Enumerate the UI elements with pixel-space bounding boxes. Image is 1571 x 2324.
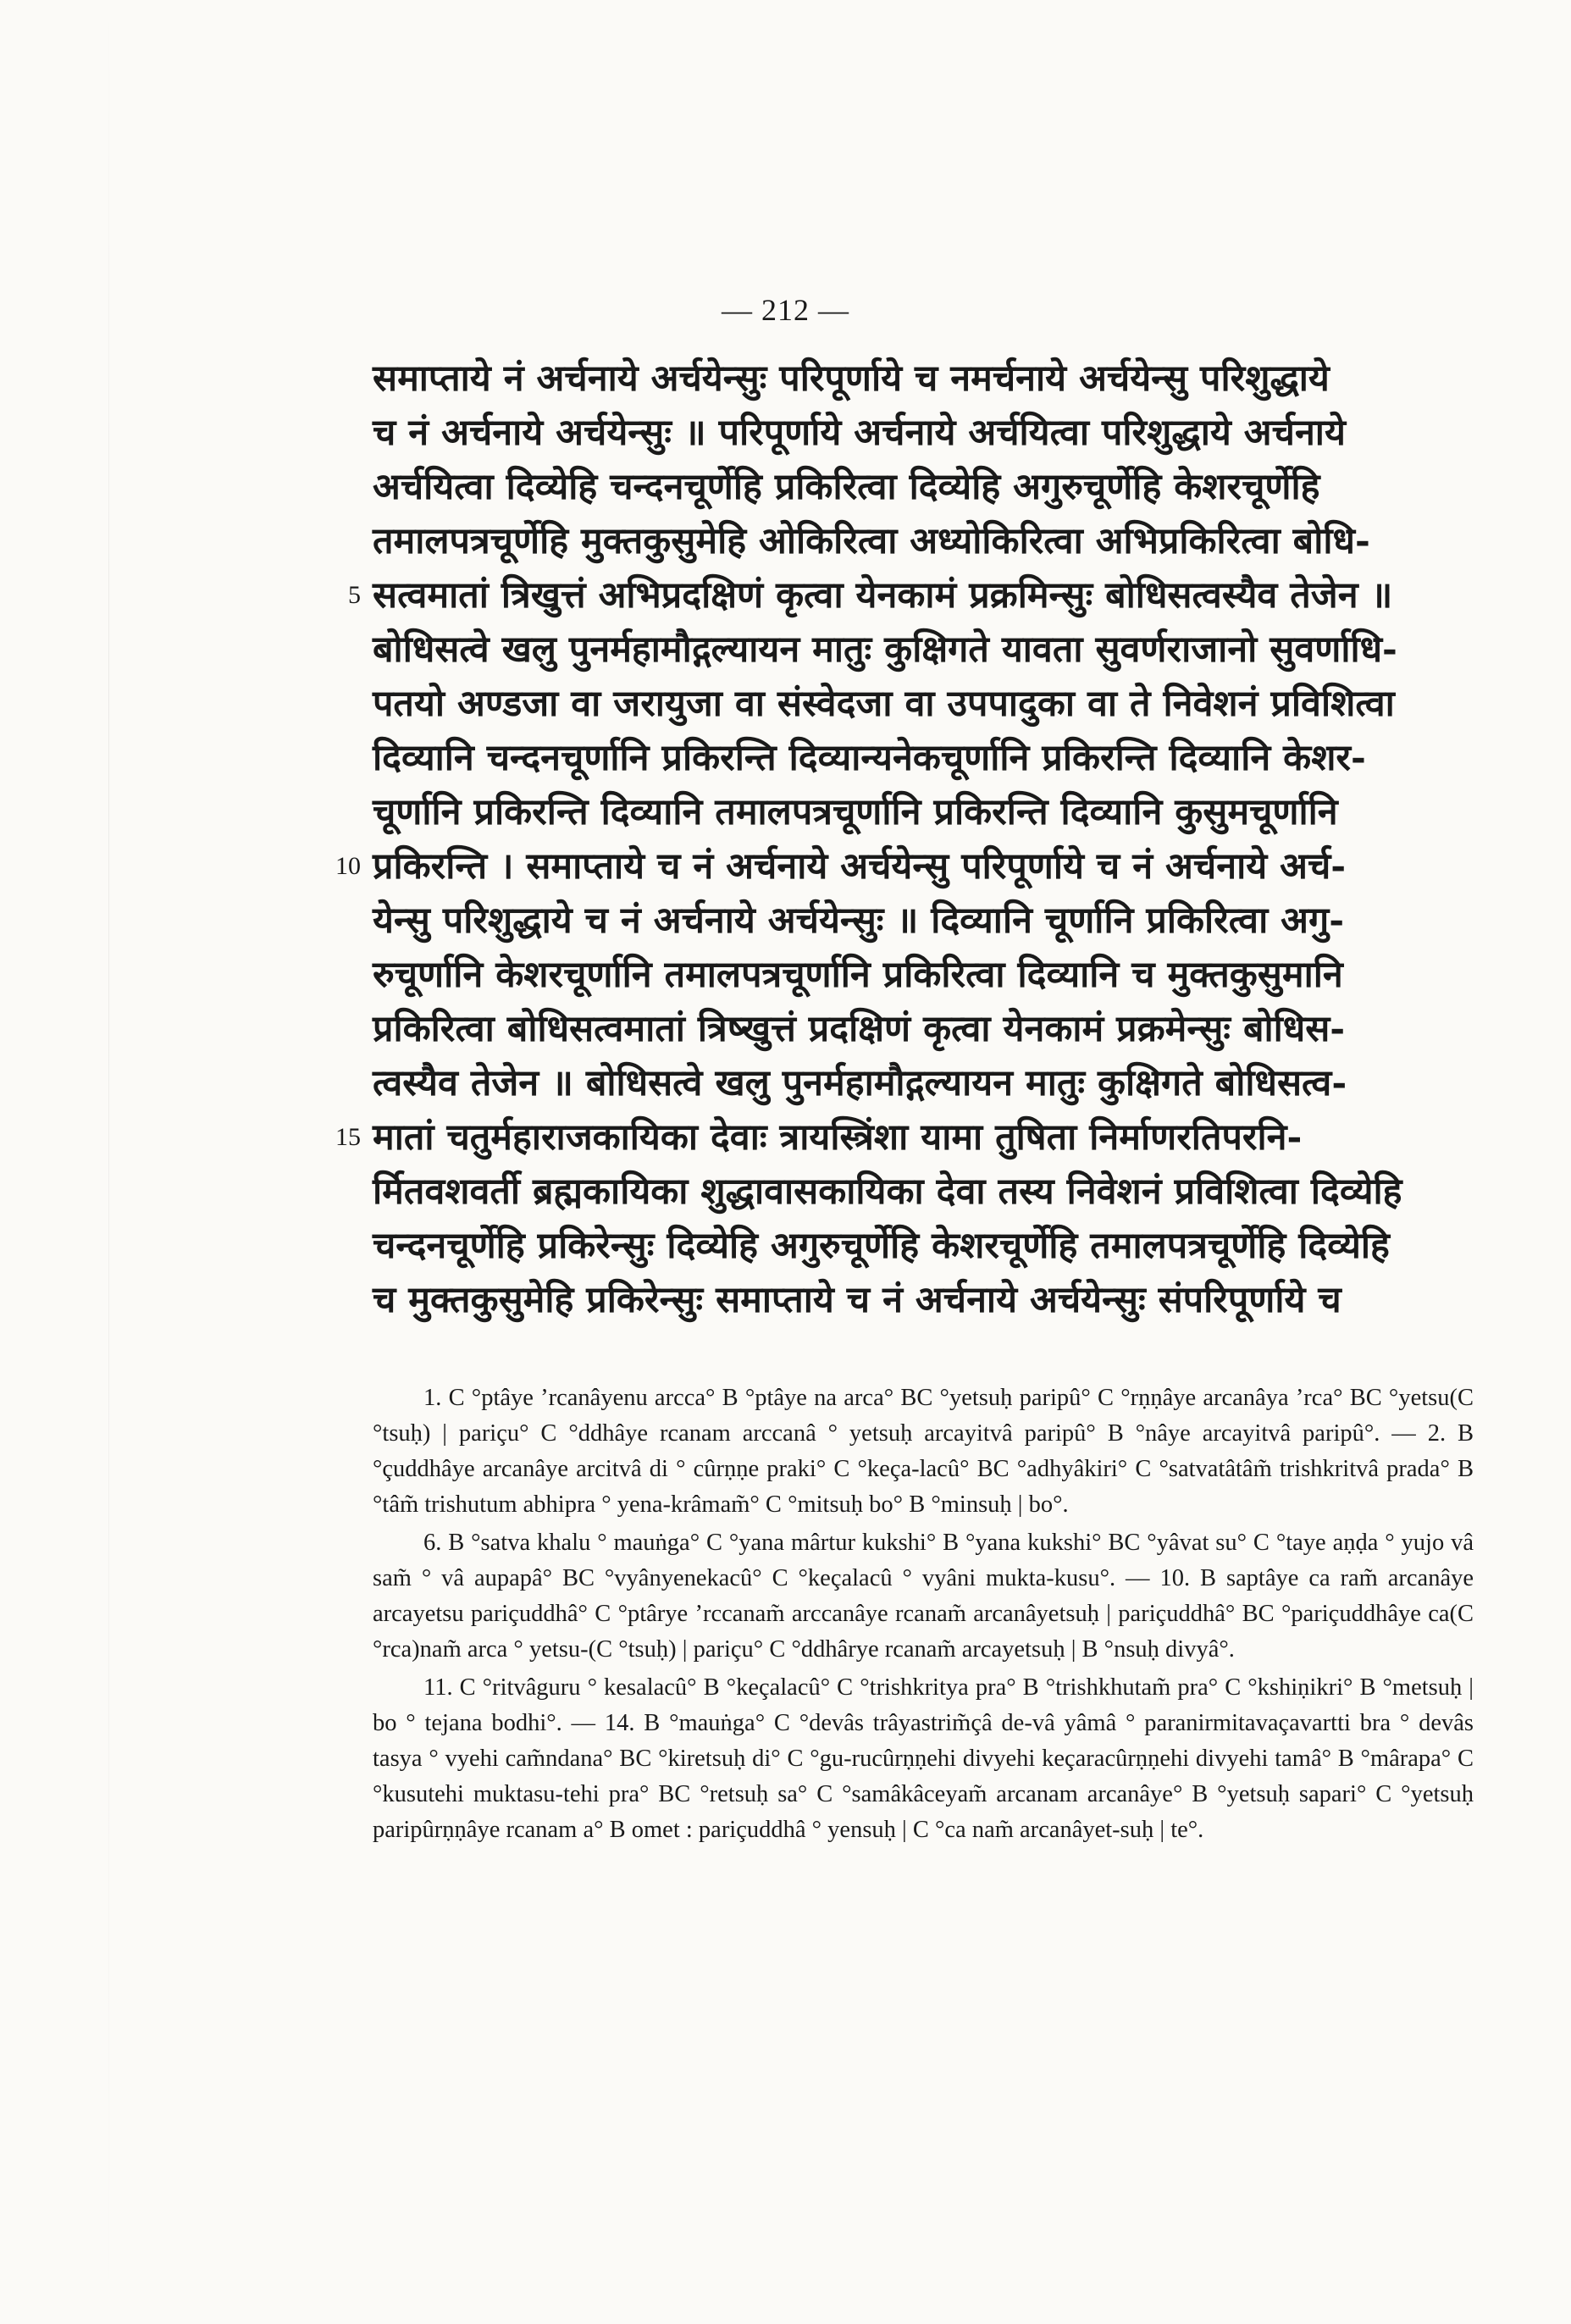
footnote: 6. B °satva khalu ° mauṅga° C °yana mârtur kukshi° B °yana kukshi° BC °yâvat su° C °taye aṇḍa ° yujo vâ sam̃ ° vâ aupapâ° BC °vyânyenekacû° C °keçalacû ° vyâni mukta-kusu°. — 10. B saptâye ca ram̃ arcanâye arcayetsu pariçuddhâ° C °ptârye ’rccanam̃ arccanâye rcanam̃ arcanâyetsuḥ | pariçuddhâ° BC °pariçuddhâye ca(C °rca)nam̃ arca ° yetsu-(C °tsuḥ) | pariçu° C °ddhârye rcanam̃ arcayetsuḥ | B °nsuḥ divyâ°. xyxy=(373,1530,1474,1663)
line-text: चूर्णानि प्रकिरन्ति दिव्यानि तमालपत्रचूर्णानि प्रकिरन्ति दिव्यानि कुसुमचूर्णानि xyxy=(373,791,1338,833)
line-text: च मुक्तकुसुमेहि प्रकिरेन्सुः समाप्ताये च नं अर्चनाये अर्चयेन्सुः संपरिपूर्णाये च xyxy=(373,1279,1341,1321)
critical-apparatus xyxy=(373,1381,1474,1851)
text-line xyxy=(373,785,1474,839)
line-number: 10 xyxy=(335,852,361,880)
text-line xyxy=(373,406,1474,460)
line-text: र्मितवशवर्ती ब्रह्मकायिका शुद्धावासकायिका देवा तस्य निवेशनं प्रविशित्वा दिव्येहि xyxy=(373,1170,1402,1213)
line-number: 15 xyxy=(335,1123,361,1151)
text-line xyxy=(373,1219,1474,1273)
text-line xyxy=(373,1056,1474,1110)
line-text: बोधिसत्वे खलु पुनर्महामौद्गल्यायन मातुः कुक्षिगते यावता सुवर्णराजानो सुवर्णाधि- xyxy=(373,628,1397,671)
text-line xyxy=(373,460,1474,514)
text-line xyxy=(373,622,1474,677)
page-number: — 212 — xyxy=(722,293,849,327)
text-line xyxy=(335,839,1474,894)
text-line xyxy=(373,514,1474,568)
text-line xyxy=(373,1165,1474,1219)
line-text: प्रकिरन्ति । समाप्ताये च नं अर्चनाये अर्चयेन्सु परिपूर्णाये च नं अर्चनाये अर्च- xyxy=(373,845,1347,888)
text-line xyxy=(373,948,1474,1002)
page-fold-shadow xyxy=(108,0,109,2324)
text-line xyxy=(348,568,1474,622)
text-line xyxy=(373,1273,1474,1327)
line-text: पतयो अण्डजा वा जरायुजा वा संस्वेदजा वा उपपादुका वा ते निवेशनं प्रविशित्वा xyxy=(373,683,1395,725)
text-line xyxy=(373,731,1474,785)
line-text: दिव्यानि चन्दनचूर्णानि प्रकिरन्ति दिव्यान्यनेकचूर्णानि प्रकिरन्ति दिव्यानि केशर- xyxy=(373,737,1366,779)
line-text: सत्वमातां त्रिखुत्तं अभिप्रदक्षिणं कृत्वा येनकामं प्रक्रमिन्सुः बोधिसत्वस्यैव तेजेन ॥ xyxy=(373,574,1393,617)
line-text: रुचूर्णानि केशरचूर्णानि तमालपत्रचूर्णानि प्रकिरित्वा दिव्यानि च मुक्तकुसुमानि xyxy=(373,954,1343,996)
text-line xyxy=(373,894,1474,948)
line-text: अर्चयित्वा दिव्येहि चन्दनचूर्णेहि प्रकिरित्वा दिव्येहि अगुरुचूर्णेहि केशरचूर्णेहि xyxy=(373,466,1320,508)
text-line xyxy=(373,1002,1474,1056)
text-line xyxy=(373,351,1474,406)
footnote: 1. C °ptâye ’rcanâyenu arcca° B °ptâye na arca° BC °yetsuḥ paripû° C °rṇṇâye arcanâya ’rca° BC °yetsu(C °tsuḥ) | pariçu° C °ddhâye rcanam arccanâ ° yetsuḥ arcayitvâ paripû° B °nâye arcayitvâ paripû°. — 2. B °çuddhâye arcanâye arcitvâ di ° cûrṇṇe praki° C °keça-lacû° BC °adhyâkiri° C °satvatâtâm̃ trishkritvâ prada° B °tâm̃ trishutum abhipra ° yena-krâmam̃° C °mitsuḥ bo° B °minsuḥ | bo°. xyxy=(373,1385,1474,1518)
line-text: त्वस्यैव तेजेन ॥ बोधिसत्वे खलु पुनर्महामौद्गल्यायन मातुः कुक्षिगते बोधिसत्व- xyxy=(373,1062,1347,1104)
line-text: येन्सु परिशुद्धाये च नं अर्चनाये अर्चयेन्सुः ॥ दिव्यानि चूर्णानि प्रकिरित्वा अगु- xyxy=(373,899,1345,942)
text-line xyxy=(335,1110,1474,1165)
footnote: 11. C °ritvâguru ° kesalacû° B °keçalacû° C °trishkritya pra° B °trishkhutam̃ pra° C °kshiṇikri° B °metsuḥ | bo ° tejana bodhi°. — 14. B °mauṅga° C °devâs trâyastrim̃çâ de-vâ yâmâ ° paranirmitavaçavartti bra ° devâs tasya ° vyehi cam̃ndana° BC °kiretsuḥ di° C °gu-rucûrṇṇehi divyehi keçaracûrṇṇehi divyehi tamâ° B °mârapa° C °kusutehi muktasu-tehi pra° BC °retsuḥ sa° C °samâkâceyam̃ arcanam arcanâye° B °yetsuḥ sapari° C °yetsuḥ paripûrṇṇâye rcanam a° B omet : pariçuddhâ ° yensuḥ | C °ca nam̃ arcanâyet-suḥ | te°. xyxy=(373,1674,1474,1843)
line-text: चन्दनचूर्णेहि प्रकिरेन्सुः दिव्येहि अगुरुचूर्णेहि केशरचूर्णेहि तमालपत्रचूर्णेहि दिव्येहि xyxy=(373,1225,1390,1267)
line-text: च नं अर्चनाये अर्चयेन्सुः ॥ परिपूर्णाये अर्चनाये अर्चयित्वा परिशुद्धाये अर्चनाये xyxy=(373,412,1346,454)
line-number: 5 xyxy=(348,581,361,609)
line-text: प्रकिरित्वा बोधिसत्वमातां त्रिष्खुत्तं प्रदक्षिणं कृत्वा येनकामं प्रक्रमेन्सुः बोधिस- xyxy=(373,1008,1346,1050)
sanskrit-main-text xyxy=(335,351,1474,1327)
line-text: समाप्ताये नं अर्चनाये अर्चयेन्सुः परिपूर्णाये च नमर्चनाये अर्चयेन्सु परिशुद्धाये xyxy=(373,357,1330,400)
line-text: मातां चतुर्महाराजकायिका देवाः त्रायस्त्रिंशा यामा तुषिता निर्माणरतिपरनि- xyxy=(373,1116,1303,1159)
text-line xyxy=(373,677,1474,731)
line-text: तमालपत्रचूर्णेहि मुक्तकुसुमेहि ओकिरित्वा अध्योकिरित्वा अभिप्रकिरित्वा बोधि- xyxy=(373,520,1370,562)
